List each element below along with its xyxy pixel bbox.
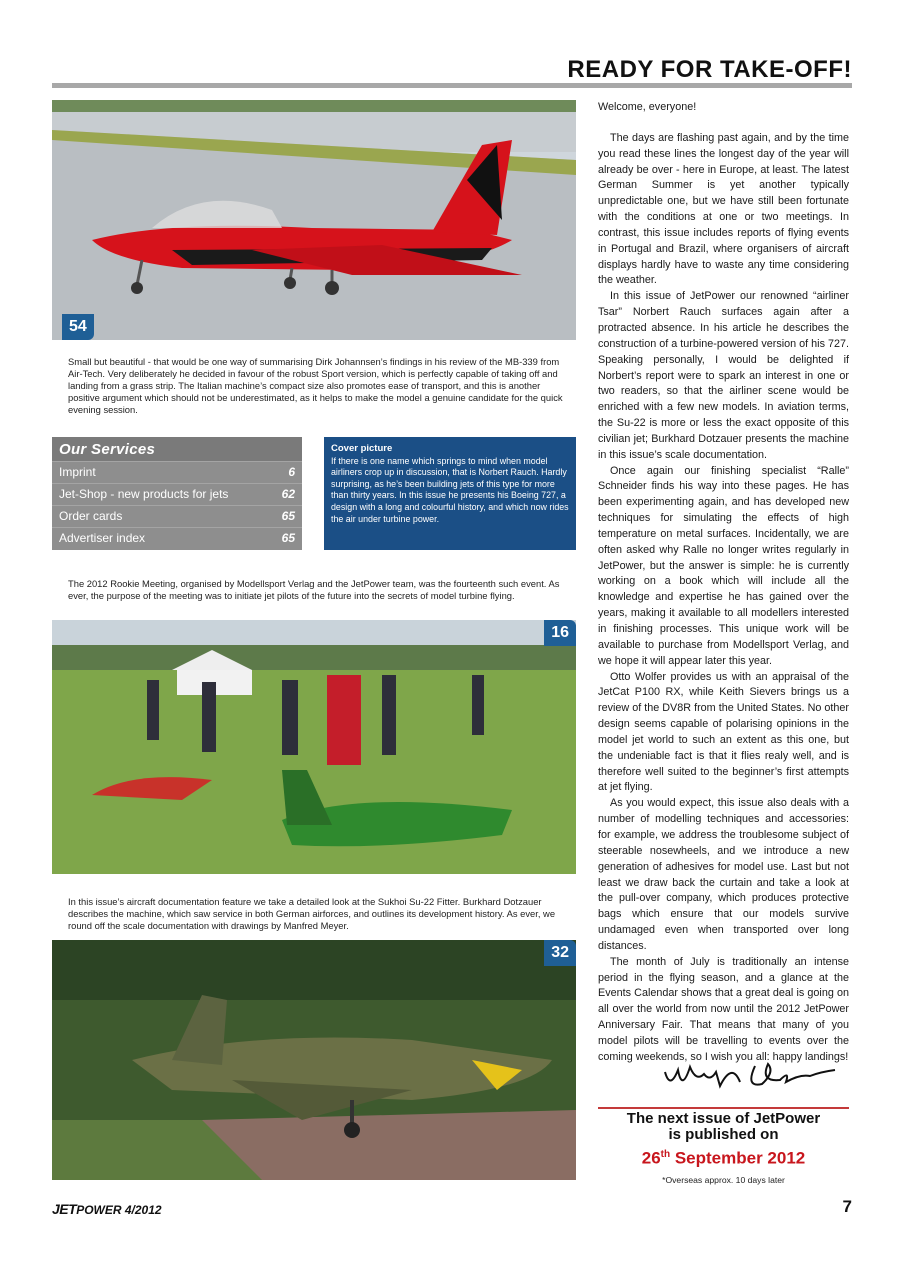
next-issue-line2: is published on [668,1126,779,1143]
su22-caption: In this issue’s aircraft documentation feature we take a detailed look at the Sukhoi Su-22 Fitter. Burkhard Dotzauer describes the machine, which saw service in both German airforces, and outlines its development history. As ever, we round off the scale documentation with drawings by Manfred Meyer. [68,896,556,931]
next-issue-box [598,1111,849,1185]
services-title: Our Services [52,437,302,461]
services-item-page: 6 [288,465,295,479]
editorial-paragraph: Welcome, everyone! [598,101,697,113]
services-item[interactable] [52,461,302,483]
next-issue-day: 26 [641,1148,661,1168]
page-badge-54: 54 [62,314,94,340]
services-box [52,437,302,550]
next-issue-day-suffix: th [660,1149,671,1160]
services-item[interactable] [52,483,302,505]
page-title: READY FOR TAKE-OFF! [567,56,852,83]
services-item-label: Order cards [59,509,123,523]
cover-title: Cover picture [331,443,393,454]
mb339-photo [52,100,576,340]
footer-brand-logo: JET [52,1201,77,1217]
services-item-page: 65 [281,509,295,523]
page-number: 7 [842,1197,852,1216]
signature [660,1052,840,1096]
cover-picture-box [324,437,576,550]
services-item-page: 62 [281,487,295,501]
editorial-paragraph: Otto Wolfer provides us with an appraisal of the JetCat P100 RX, while Keith Sievers brings us a review of the DV8R from the United States. No other design seems capable of polarising opinions in the model jet world to such an extent as this one, but the undeniable fact is that it flies realy well, and is therefore well suited to the beginner’s first attempts at jet flying. [598,670,849,794]
editorial-paragraph: As you would expect, this issue also deals with a number of modelling techniques and accessories: for example, we address the troublesome subject of steerable nosewheels, and we introduce a new generation of adhesives for model use. Last but not least we draw back the curtain and take a look at the pull-over company, which produces protective bags which ensure that our models survive undamaged even when transported over long distances. [598,797,849,952]
cover-text: If there is one name which springs to mind when model airliners crop up in discussion, that is Norbert Rauch. Hardly surprising, as he’s been building jets of this type for more than thirty years. In this issue he presents his Boeing 727, a design with a long and colourful history, and which now rides the air under turbine power. [331,455,569,524]
next-issue-rule [598,1107,849,1109]
services-item[interactable] [52,527,302,549]
mb339-caption: Small but beautiful - that would be one way of summarising Dirk Johannsen’s findings in his review of the MB-339 from Air-Tech. Very deliberately he decided in favour of the robust Sport version, which is perfectly capable of taking off and landing from a grass strip. The Italian machine’s compact size also promotes ease of transport, and this is another positive argument which should not be underestimated, as it helps to make the model a genuine candidate for the quick evening session. [68,356,563,415]
editorial-paragraph: The days are flashing past again, and by the time you read these lines the longest day of the year will already be over - here in Europe, at least. The latest German Summer is yet another typically unpredictable one, but we have still been fortunate with the conditions at one or two meetings. In contrast, this issue includes reports of flying events in Portugal and Brazil, where organisers of aircraft displays hardly have to waste any time considering the weather. [598,131,849,287]
footer-brand [52,1201,162,1217]
services-item[interactable] [52,505,302,527]
services-item-label: Imprint [59,465,96,479]
next-issue-month-year: September 2012 [670,1148,806,1168]
rookie-meeting-photo [52,620,576,874]
services-item-page: 65 [281,531,295,545]
next-issue-note: *Overseas approx. 10 days later [662,1174,785,1185]
editorial-column [598,100,849,1066]
page-badge-32: 32 [544,940,576,966]
footer-issue: POWER 4/2012 [76,1203,162,1217]
next-issue-date [598,1145,849,1169]
editorial-paragraph: Once again our finishing specialist “Ralle” Schneider finds his way into these pages. He has been experimenting again, and has developed new techniques for simulating the effects of high temperature on metal surfaces. Incidentally, we are often asked why Ralle no longer writes regularly in JetPower, but the answer is simple: he is currently working on a book which will include all the knowledge and expertise he has gained over the years, making it available to all modellers interested in finishing processes. This unique work will be available to purchase from Modellsport Verlag, and we hope it will appear later this year. [598,464,849,667]
header-rule [52,83,852,88]
services-item-label: Jet-Shop - new products for jets [59,487,229,501]
services-item-label: Advertiser index [59,531,146,545]
editorial-paragraph: The month of July is traditionally an intense period in the flying season, and a glance at the Events Calendar shows that a great deal is going on all over the world from now until the 2012 JetPower Anniversary Fair. That means that many of you model pilots will be travelling to events over the coming weekends, so I wish you all: happy landings! [598,955,849,1063]
su22-photo [52,940,576,1180]
editorial-paragraph: In this issue of JetPower our renowned “airliner Tsar” Norbert Rauch surfaces again after a protracted absence. In his article he describes the construction of a turbine-powered version of his 727. Speaking personally, I would be delighted if Norbert’s report were to spark an interest in one or two readers, so that the airliner scene would be enriched with a few new models. In aviation terms, the Su-22 is more or less the exact opposite of this civilian jet; Burkhard Dotzauer presents the machine in this issue’s scale documentation. [598,290,849,461]
next-issue-line1: The next issue of JetPower [626,1110,821,1127]
rookie-caption: The 2012 Rookie Meeting, organised by Modellsport Verlag and the JetPower team, was the fourteenth such event. As ever, the purpose of the meeting was to initiate jet pilots of the future into the secrets of model turbine flying. [68,578,560,601]
page-badge-16: 16 [544,620,576,646]
